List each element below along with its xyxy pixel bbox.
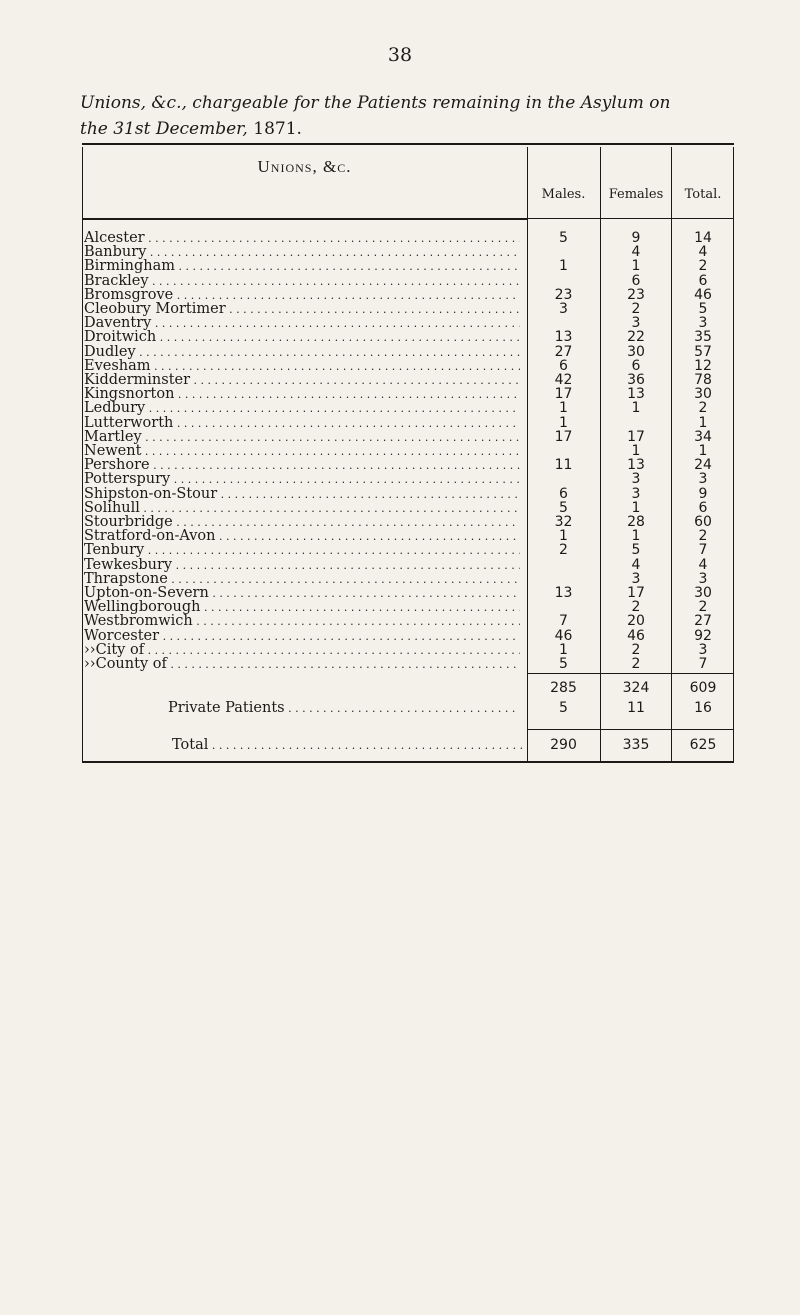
union-name-text: Solihull bbox=[84, 500, 140, 516]
cell-females: 20 bbox=[627, 613, 645, 630]
cell-males: 6 bbox=[559, 485, 568, 502]
union-name bbox=[84, 643, 520, 658]
union-name-text: Evesham bbox=[84, 358, 151, 374]
cell-females: 3 bbox=[631, 570, 641, 587]
union-name bbox=[84, 430, 520, 445]
subtotal-rule bbox=[527, 673, 734, 674]
union-name-text: Brackley bbox=[84, 273, 149, 289]
top-rule bbox=[82, 143, 734, 145]
cell-females: 5 bbox=[631, 542, 641, 559]
cell-females: 1 bbox=[631, 528, 641, 545]
cell-females: 6 bbox=[631, 357, 641, 374]
union-name-text: Daventry bbox=[84, 316, 152, 332]
union-name bbox=[84, 359, 520, 374]
cell-males: 3 bbox=[559, 301, 568, 317]
union-name-text: Alcester bbox=[84, 231, 145, 246]
cell-males: 6 bbox=[559, 357, 568, 374]
page-number: 38 bbox=[387, 44, 413, 66]
subtotal-females: 324 bbox=[622, 680, 650, 696]
union-name-text: Potterspury bbox=[84, 472, 171, 488]
cell-males: 1 bbox=[559, 641, 568, 658]
cell-males: 17 bbox=[554, 428, 573, 445]
union-name-text: Thrapstone bbox=[84, 571, 168, 587]
union-name-text: Droitwich bbox=[84, 330, 157, 346]
union-name bbox=[84, 586, 520, 601]
cell-females: 2 bbox=[631, 599, 641, 616]
union-name bbox=[84, 387, 520, 402]
cell-females: 30 bbox=[627, 343, 645, 360]
table-row bbox=[82, 401, 734, 416]
cell-total: 35 bbox=[694, 329, 712, 346]
header-unions: Unions, &c. bbox=[257, 157, 352, 176]
ditto-mark: ›› bbox=[84, 657, 96, 672]
union-name bbox=[84, 373, 520, 388]
union-name-text: Lutterworth bbox=[84, 415, 174, 431]
cell-males: 13 bbox=[554, 585, 573, 601]
cell-females: 2 bbox=[631, 641, 641, 658]
cell-total: 30 bbox=[694, 386, 712, 403]
cell-females: 2 bbox=[631, 301, 641, 317]
cell-females: 13 bbox=[627, 457, 645, 474]
cell-total: 27 bbox=[694, 613, 712, 630]
title-line-2: the 31st December, bbox=[80, 119, 248, 139]
union-name bbox=[84, 302, 520, 317]
cell-total: 7 bbox=[698, 542, 708, 559]
union-name bbox=[84, 529, 520, 544]
union-name bbox=[84, 472, 520, 487]
unions-table bbox=[82, 143, 734, 765]
cell-total: 6 bbox=[698, 272, 708, 289]
cell-males: 13 bbox=[554, 329, 573, 346]
cell-females: 1 bbox=[631, 499, 641, 516]
union-name bbox=[84, 629, 520, 644]
header-females: Females bbox=[608, 187, 664, 202]
cell-females: 1 bbox=[631, 258, 641, 275]
cell-total: 2 bbox=[698, 599, 708, 616]
union-name bbox=[84, 487, 520, 502]
private-patients-label: Private Patients . . . bbox=[168, 698, 518, 719]
cell-total: 5 bbox=[698, 301, 708, 317]
header-rule-left bbox=[82, 218, 527, 220]
cell-males: 46 bbox=[554, 627, 573, 644]
union-name bbox=[84, 274, 520, 289]
union-name bbox=[84, 288, 520, 303]
cell-males: 5 bbox=[559, 230, 568, 246]
cell-total: 3 bbox=[698, 471, 708, 488]
grand-total-label: Total . . . bbox=[172, 735, 522, 756]
cell-males: 2 bbox=[559, 542, 568, 559]
table-row bbox=[82, 657, 734, 672]
cell-total: 46 bbox=[694, 286, 712, 303]
cell-total: 4 bbox=[698, 244, 708, 261]
cell-total: 2 bbox=[698, 258, 708, 275]
union-name bbox=[84, 515, 520, 530]
cell-females: 13 bbox=[627, 386, 645, 403]
page-title bbox=[80, 90, 760, 142]
cell-females: 28 bbox=[627, 514, 645, 530]
union-name bbox=[84, 572, 520, 587]
cell-total: 2 bbox=[698, 528, 708, 545]
union-name-text: City of bbox=[95, 642, 145, 658]
union-name-text: Dudley bbox=[84, 344, 136, 360]
cell-females: 46 bbox=[627, 627, 645, 644]
union-name bbox=[84, 657, 520, 672]
cell-females: 23 bbox=[627, 286, 645, 303]
union-name bbox=[84, 600, 520, 615]
grand-total-total: 625 bbox=[689, 737, 717, 753]
union-name-text: Banbury bbox=[84, 245, 147, 261]
grand-total-females: 335 bbox=[622, 737, 650, 753]
union-name-text: Cleobury Mortimer bbox=[84, 302, 226, 317]
bottom-rule bbox=[82, 761, 734, 763]
union-name-text: County of bbox=[95, 657, 167, 672]
cell-total: 3 bbox=[698, 315, 708, 332]
union-name-text: Pershore bbox=[84, 458, 150, 474]
cell-males: 5 bbox=[559, 656, 568, 672]
cell-males: 11 bbox=[554, 457, 573, 474]
union-name-text: Worcester bbox=[84, 628, 160, 644]
subtotal-total: 609 bbox=[689, 680, 717, 696]
cell-females: 1 bbox=[631, 400, 641, 417]
cell-total: 2 bbox=[698, 400, 708, 417]
cell-total: 7 bbox=[698, 656, 708, 672]
union-name bbox=[84, 231, 520, 246]
cell-females: 36 bbox=[627, 372, 645, 388]
ditto-mark: ›› bbox=[84, 642, 96, 658]
union-name bbox=[84, 316, 520, 331]
union-name bbox=[84, 614, 520, 629]
cell-total: 1 bbox=[698, 443, 708, 459]
header-rule-right bbox=[527, 218, 734, 219]
union-name-text: Wellingborough bbox=[84, 600, 201, 616]
union-name bbox=[84, 501, 520, 516]
cell-males: 27 bbox=[554, 343, 573, 360]
union-name-text: Stourbridge bbox=[84, 515, 173, 530]
union-name bbox=[84, 458, 520, 473]
title-line-1: Unions, &c., chargeable for the Patients remaining in the Asylum on bbox=[80, 93, 671, 113]
cell-males: 5 bbox=[559, 499, 568, 516]
cell-females: 4 bbox=[631, 244, 641, 261]
cell-males: 1 bbox=[559, 414, 568, 431]
union-name-text: Kidderminster bbox=[84, 373, 191, 388]
union-name-text: Tewkesbury bbox=[84, 557, 173, 573]
union-name bbox=[84, 401, 520, 416]
cell-females: 9 bbox=[631, 230, 641, 246]
cell-males: 23 bbox=[554, 286, 573, 303]
cell-total: 34 bbox=[694, 428, 712, 445]
union-name bbox=[84, 345, 520, 360]
union-name-text: Upton-on-Severn bbox=[84, 586, 209, 601]
union-name-text: Kingsnorton bbox=[84, 387, 175, 403]
cell-males: 42 bbox=[554, 372, 573, 388]
union-name bbox=[84, 444, 520, 459]
union-name bbox=[84, 416, 520, 431]
cell-females: 6 bbox=[631, 272, 641, 289]
union-name-text: Newent bbox=[84, 444, 142, 459]
private-total: 16 bbox=[694, 700, 712, 716]
cell-females: 17 bbox=[627, 428, 645, 445]
union-name-text: Birmingham bbox=[84, 259, 175, 275]
union-name-text: Tenbury bbox=[84, 543, 145, 559]
cell-females: 3 bbox=[631, 485, 641, 502]
cell-males: 1 bbox=[559, 400, 568, 417]
cell-females: 17 bbox=[627, 585, 645, 601]
union-name bbox=[84, 330, 520, 345]
cell-total: 3 bbox=[698, 570, 708, 587]
cell-males: 32 bbox=[554, 514, 573, 530]
cell-males: 1 bbox=[559, 528, 568, 545]
header-males: Males. bbox=[541, 187, 586, 202]
cell-females: 4 bbox=[631, 556, 641, 573]
grand-total-row bbox=[82, 735, 734, 755]
cell-total: 30 bbox=[694, 585, 712, 601]
cell-total: 3 bbox=[698, 641, 708, 658]
cell-total: 4 bbox=[698, 556, 708, 573]
union-name bbox=[84, 543, 520, 558]
private-males: 5 bbox=[559, 700, 568, 716]
cell-total: 57 bbox=[694, 343, 712, 360]
cell-females: 3 bbox=[631, 315, 641, 332]
total-rule bbox=[527, 729, 734, 730]
union-name-text: Westbromwich bbox=[84, 614, 193, 630]
cell-females: 2 bbox=[631, 656, 641, 672]
cell-total: 6 bbox=[698, 499, 708, 516]
union-name bbox=[84, 259, 520, 274]
union-name-text: Martley bbox=[84, 429, 142, 445]
cell-total: 12 bbox=[694, 357, 712, 374]
cell-males: 1 bbox=[559, 258, 568, 275]
cell-total: 60 bbox=[694, 514, 712, 530]
private-females: 11 bbox=[627, 700, 645, 716]
union-name-text: Stratford-on-Avon bbox=[84, 529, 216, 545]
cell-total: 14 bbox=[694, 230, 712, 246]
subtotal-males: 285 bbox=[550, 680, 577, 696]
cell-total: 92 bbox=[694, 627, 712, 644]
cell-males: 7 bbox=[559, 613, 568, 630]
cell-males: 17 bbox=[554, 386, 573, 403]
cell-females: 1 bbox=[631, 443, 641, 459]
cell-total: 24 bbox=[694, 457, 712, 474]
cell-females: 22 bbox=[627, 329, 645, 346]
cell-total: 78 bbox=[694, 372, 712, 388]
union-name-text: Bromsgrove bbox=[84, 287, 174, 303]
private-patients-row bbox=[82, 698, 734, 718]
union-name bbox=[84, 245, 520, 260]
union-name-text: Shipston-on-Stour bbox=[84, 486, 218, 502]
cell-total: 9 bbox=[698, 485, 708, 502]
header-total: Total. bbox=[684, 187, 722, 202]
union-name-text: Ledbury bbox=[84, 401, 146, 417]
subtotal-row bbox=[82, 678, 734, 698]
union-name bbox=[84, 558, 520, 573]
title-year: 1871. bbox=[253, 119, 302, 139]
cell-total: 1 bbox=[698, 414, 708, 431]
cell-females: 3 bbox=[631, 471, 641, 488]
grand-total-males: 290 bbox=[550, 737, 577, 753]
